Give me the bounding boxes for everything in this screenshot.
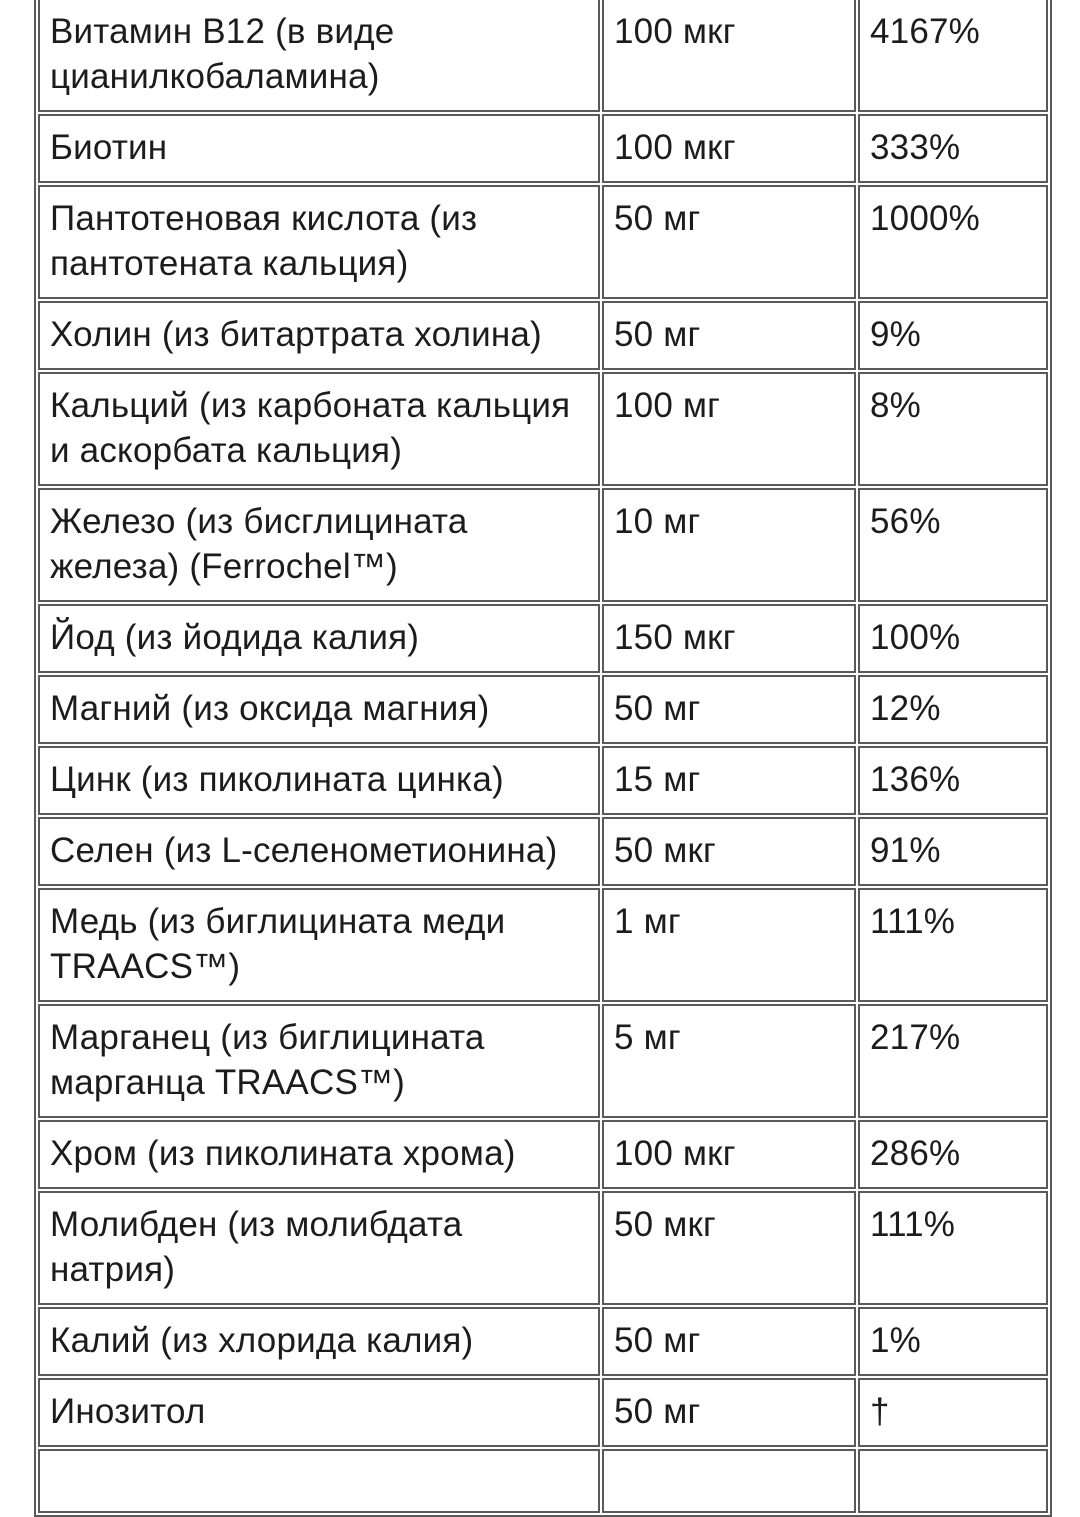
empty-cell bbox=[602, 1449, 856, 1513]
daily-value-cell: 100% bbox=[858, 604, 1048, 673]
daily-value-cell: † bbox=[858, 1378, 1048, 1447]
amount-cell: 100 мг bbox=[602, 372, 856, 486]
nutrient-name-cell: Селен (из L-селенометионина) bbox=[38, 817, 600, 886]
daily-value-cell: 12% bbox=[858, 675, 1048, 744]
amount-cell: 15 мг bbox=[602, 746, 856, 815]
daily-value-cell: 8% bbox=[858, 372, 1048, 486]
daily-value-cell: 333% bbox=[858, 114, 1048, 183]
table-row bbox=[38, 817, 1048, 886]
amount-cell: 150 мкг bbox=[602, 604, 856, 673]
table-row bbox=[38, 0, 1048, 112]
table-row-cut-off bbox=[38, 1449, 1048, 1513]
nutrient-name-cell: Магний (из оксида магния) bbox=[38, 675, 600, 744]
nutrient-name-cell: Кальций (из карбоната кальция и аскорбата кальция) bbox=[38, 372, 600, 486]
daily-value-cell: 111% bbox=[858, 1191, 1048, 1305]
amount-cell: 50 мг bbox=[602, 301, 856, 370]
table-row bbox=[38, 1191, 1048, 1305]
table-row bbox=[38, 604, 1048, 673]
nutrient-name-cell: Молибден (из молибдата натрия) bbox=[38, 1191, 600, 1305]
nutrient-name-cell: Цинк (из пиколината цинка) bbox=[38, 746, 600, 815]
daily-value-cell: 91% bbox=[858, 817, 1048, 886]
table-row bbox=[38, 372, 1048, 486]
daily-value-cell: 136% bbox=[858, 746, 1048, 815]
amount-cell: 10 мг bbox=[602, 488, 856, 602]
nutrient-name-cell: Пантотеновая кислота (из пантотената кальция) bbox=[38, 185, 600, 299]
table-row bbox=[38, 675, 1048, 744]
daily-value-cell: 286% bbox=[858, 1120, 1048, 1189]
amount-cell: 5 мг bbox=[602, 1004, 856, 1118]
amount-cell: 50 мг bbox=[602, 1307, 856, 1376]
nutrient-name-cell: Инозитол bbox=[38, 1378, 600, 1447]
nutrient-name-cell: Холин (из битартрата холина) bbox=[38, 301, 600, 370]
amount-cell: 50 мкг bbox=[602, 1191, 856, 1305]
table-row bbox=[38, 888, 1048, 1002]
daily-value-cell: 9% bbox=[858, 301, 1048, 370]
nutrient-name-cell: Медь (из биглицината меди TRAACS™) bbox=[38, 888, 600, 1002]
table-row bbox=[38, 1120, 1048, 1189]
nutrient-name-cell: Биотин bbox=[38, 114, 600, 183]
supplement-facts-table bbox=[34, 0, 1052, 1517]
nutrient-name-cell: Витамин B12 (в виде цианилкобаламина) bbox=[38, 0, 600, 112]
table-row bbox=[38, 185, 1048, 299]
daily-value-cell: 56% bbox=[858, 488, 1048, 602]
nutrient-name-cell: Железо (из бисглицината железа) (Ferrochel™) bbox=[38, 488, 600, 602]
daily-value-cell: 217% bbox=[858, 1004, 1048, 1118]
amount-cell: 50 мкг bbox=[602, 817, 856, 886]
amount-cell: 50 мг bbox=[602, 675, 856, 744]
table-row bbox=[38, 746, 1048, 815]
nutrient-name-cell: Хром (из пиколината хрома) bbox=[38, 1120, 600, 1189]
daily-value-cell: 1000% bbox=[858, 185, 1048, 299]
nutrient-name-cell: Калий (из хлорида калия) bbox=[38, 1307, 600, 1376]
amount-cell: 50 мг bbox=[602, 185, 856, 299]
table-row bbox=[38, 114, 1048, 183]
amount-cell: 1 мг bbox=[602, 888, 856, 1002]
supplement-facts-table-container bbox=[34, 0, 1046, 1517]
empty-cell bbox=[38, 1449, 600, 1513]
daily-value-cell: 1% bbox=[858, 1307, 1048, 1376]
amount-cell: 100 мкг bbox=[602, 1120, 856, 1189]
table-row bbox=[38, 1004, 1048, 1118]
table-row bbox=[38, 1307, 1048, 1376]
table-row bbox=[38, 488, 1048, 602]
table-row bbox=[38, 1378, 1048, 1447]
table-row bbox=[38, 301, 1048, 370]
amount-cell: 100 мкг bbox=[602, 0, 856, 112]
daily-value-cell: 4167% bbox=[858, 0, 1048, 112]
table-body bbox=[38, 0, 1048, 1513]
amount-cell: 100 мкг bbox=[602, 114, 856, 183]
amount-cell: 50 мг bbox=[602, 1378, 856, 1447]
nutrient-name-cell: Марганец (из биглицината марганца TRAACS™) bbox=[38, 1004, 600, 1118]
daily-value-cell: 111% bbox=[858, 888, 1048, 1002]
nutrient-name-cell: Йод (из йодида калия) bbox=[38, 604, 600, 673]
empty-cell bbox=[858, 1449, 1048, 1513]
